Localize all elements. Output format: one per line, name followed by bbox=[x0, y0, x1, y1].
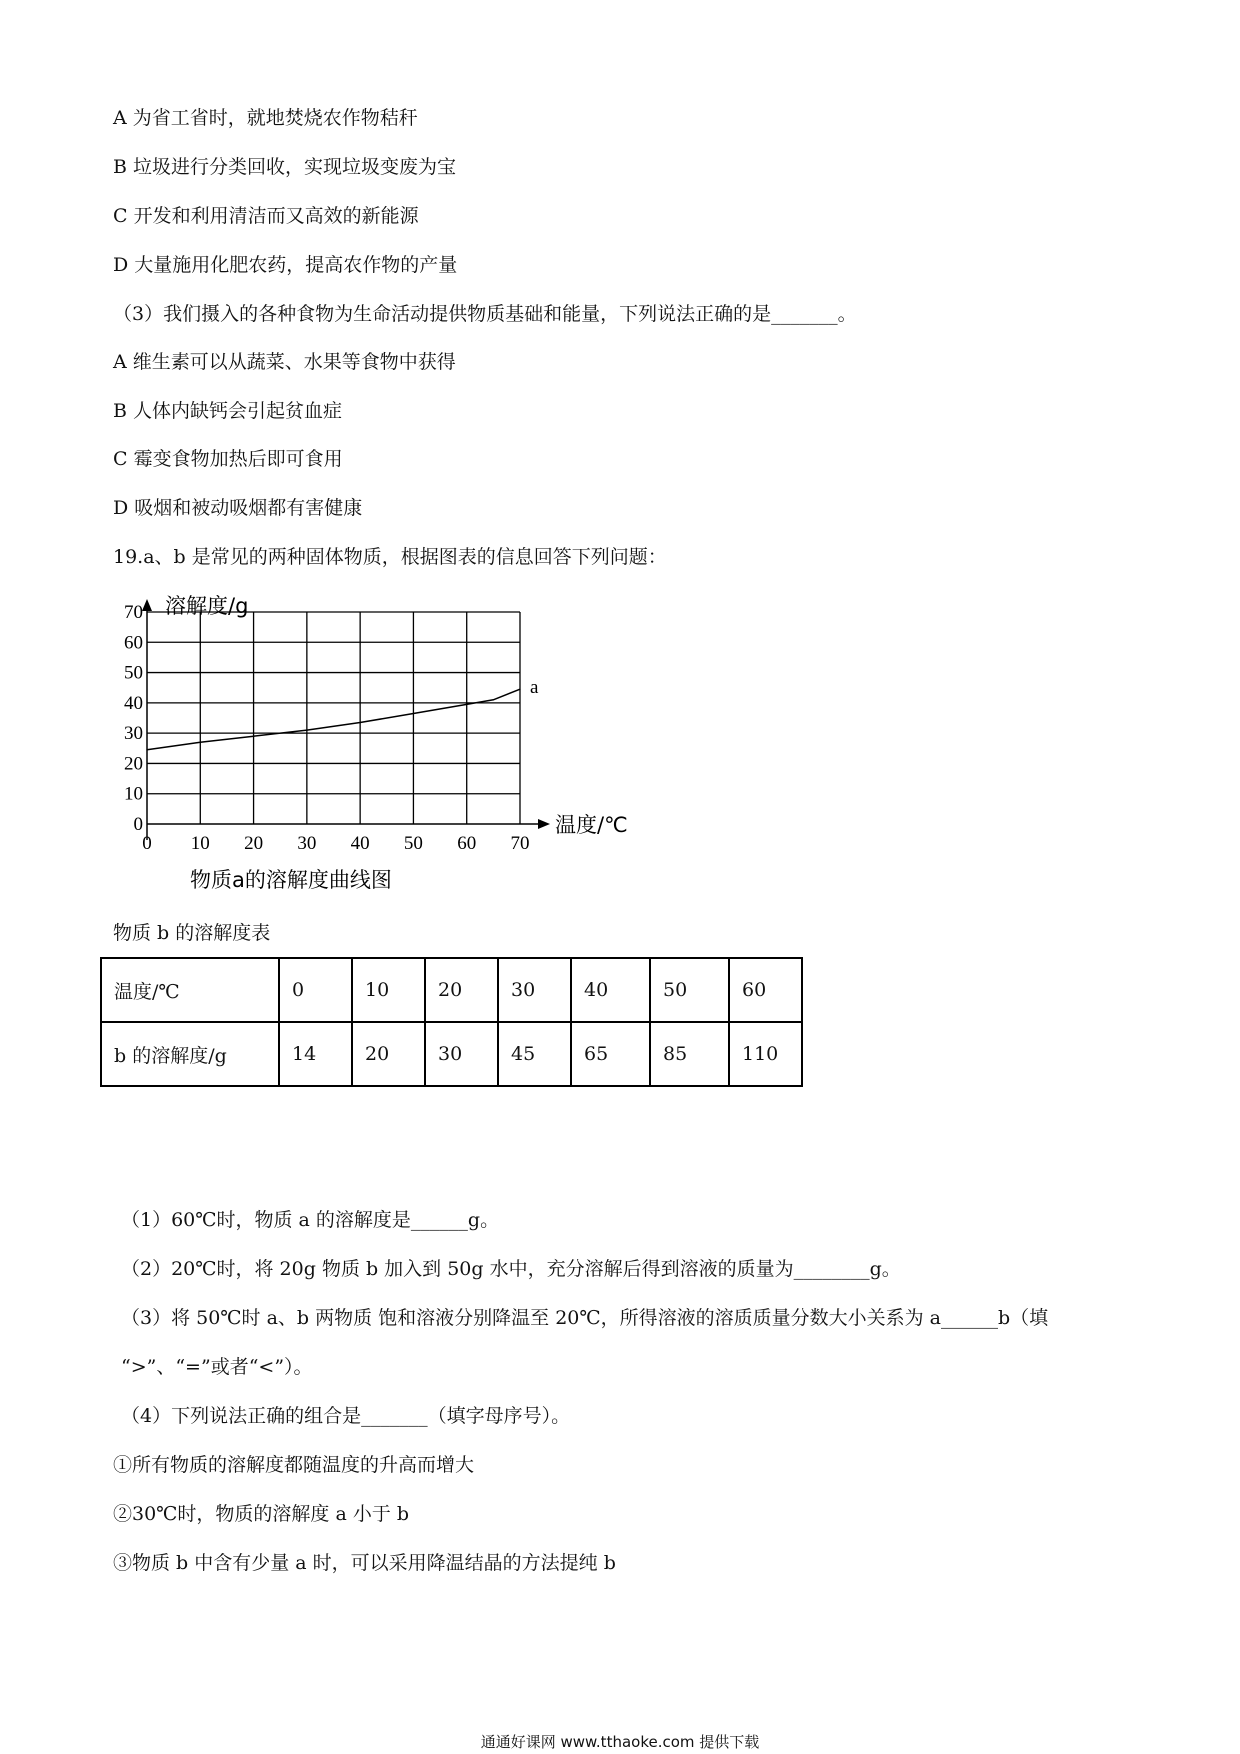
table-row-header: 温度/℃ bbox=[101, 958, 279, 1022]
table-cell: 10 bbox=[352, 958, 425, 1022]
data-point bbox=[253, 736, 254, 737]
y-tick-label: 0 bbox=[133, 814, 143, 835]
data-point bbox=[306, 730, 307, 731]
option-3a: A 维生素可以从蔬菜、水果等食物中获得 bbox=[113, 351, 456, 373]
option-2b: B 垃圾进行分类回收，实现垃圾变废为宝 bbox=[113, 156, 457, 178]
x-tick-label: 30 bbox=[297, 833, 317, 854]
data-point bbox=[146, 749, 147, 750]
data-point bbox=[493, 699, 494, 700]
question-18-3: （3）我们摄入的各种食物为生命活动提供物质基础和能量，下列说法正确的是_______。 bbox=[113, 303, 857, 325]
question-19-1: （1）60℃时，物质 a 的溶解度是______g。 bbox=[121, 1209, 500, 1231]
table-title: 物质 b 的溶解度表 bbox=[113, 922, 271, 944]
x-tick-label: 20 bbox=[244, 833, 264, 854]
x-tick-label: 50 bbox=[403, 833, 423, 854]
y-tick-label: 20 bbox=[124, 753, 143, 775]
x-tick-label: 70 bbox=[510, 833, 530, 854]
statement-3: ③物质 b 中含有少量 a 时，可以采用降温结晶的方法提纯 b bbox=[113, 1552, 616, 1574]
table-row bbox=[101, 958, 802, 1022]
table-cell: 20 bbox=[425, 958, 498, 1022]
table-cell: 40 bbox=[571, 958, 650, 1022]
x-tick-label: 60 bbox=[457, 833, 477, 854]
page-footer: 通通好课网 www.tthaoke.com 提供下载 bbox=[480, 1733, 760, 1751]
option-3b: B 人体内缺钙会引起贫血症 bbox=[113, 400, 343, 422]
table-cell: 85 bbox=[650, 1022, 729, 1086]
y-tick-label: 10 bbox=[124, 783, 143, 805]
chart-grid bbox=[147, 612, 520, 824]
table-cell: 30 bbox=[498, 958, 571, 1022]
question-19-4: （4）下列说法正确的组合是_______（填字母序号）。 bbox=[121, 1405, 571, 1427]
series-label: a bbox=[530, 677, 539, 699]
question-19-2: （2）20℃时，将 20g 物质 b 加入到 50g 水中，充分溶解后得到溶液的质量为________g。 bbox=[121, 1258, 901, 1280]
data-point bbox=[360, 722, 361, 723]
table-cell: 60 bbox=[729, 958, 802, 1022]
table-row-header: b 的溶解度/g bbox=[101, 1022, 279, 1086]
statement-2: ②30℃时，物质的溶解度 a 小于 b bbox=[113, 1503, 410, 1525]
x-tick-label: 10 bbox=[190, 833, 210, 854]
table-cell: 65 bbox=[571, 1022, 650, 1086]
option-2a: A 为省工省时，就地焚烧农作物秸秆 bbox=[113, 107, 418, 129]
data-point bbox=[466, 704, 467, 705]
y-tick-label: 30 bbox=[124, 723, 143, 745]
statement-1: ①所有物质的溶解度都随温度的升高而增大 bbox=[113, 1454, 475, 1476]
table-cell: 30 bbox=[425, 1022, 498, 1086]
y-axis-arrowhead bbox=[142, 599, 152, 611]
option-3d: D 吸烟和被动吸烟都有害健康 bbox=[113, 497, 363, 519]
x-tick-label: 40 bbox=[350, 833, 370, 854]
y-tick-label: 50 bbox=[124, 662, 143, 684]
table-cell: 50 bbox=[650, 958, 729, 1022]
series-line-a bbox=[147, 689, 520, 750]
option-2d: D 大量施用化肥农药，提高农作物的产量 bbox=[113, 254, 458, 276]
y-axis-label: 溶解度/g bbox=[165, 595, 249, 618]
table-cell: 0 bbox=[279, 958, 352, 1022]
y-tick-label: 40 bbox=[124, 692, 143, 714]
x-tick-label: 0 bbox=[142, 833, 152, 854]
data-point bbox=[519, 689, 520, 690]
table-cell: 110 bbox=[729, 1022, 802, 1086]
table-row bbox=[101, 1022, 802, 1086]
table-cell: 14 bbox=[279, 1022, 352, 1086]
x-axis-arrowhead bbox=[538, 819, 550, 829]
option-3c: C 霉变食物加热后即可食用 bbox=[113, 448, 343, 470]
question-19-3-line2: “>”、“=”或者“<”）。 bbox=[121, 1356, 313, 1378]
y-tick-label: 60 bbox=[124, 632, 143, 654]
x-axis-label: 温度/℃ bbox=[555, 813, 628, 837]
table-cell: 45 bbox=[498, 1022, 571, 1086]
table-cell: 20 bbox=[352, 1022, 425, 1086]
data-point bbox=[413, 713, 414, 714]
question-19-3-line1: （3）将 50℃时 a、b 两物质 饱和溶液分别降温至 20℃，所得溶液的溶质质量分数大小关系为 a______b（填 bbox=[121, 1307, 1049, 1329]
question-19-stem: 19.a、b 是常见的两种固体物质，根据图表的信息回答下列问题： bbox=[113, 546, 667, 568]
option-2c: C 开发和利用清洁而又高效的新能源 bbox=[113, 205, 419, 227]
solubility-table-b bbox=[100, 957, 803, 1087]
chart-series bbox=[146, 677, 539, 750]
data-point bbox=[200, 742, 201, 743]
solubility-chart-a bbox=[110, 595, 670, 905]
y-tick-label: 70 bbox=[124, 602, 143, 623]
chart-title: 物质a的溶解度曲线图 bbox=[190, 868, 392, 892]
